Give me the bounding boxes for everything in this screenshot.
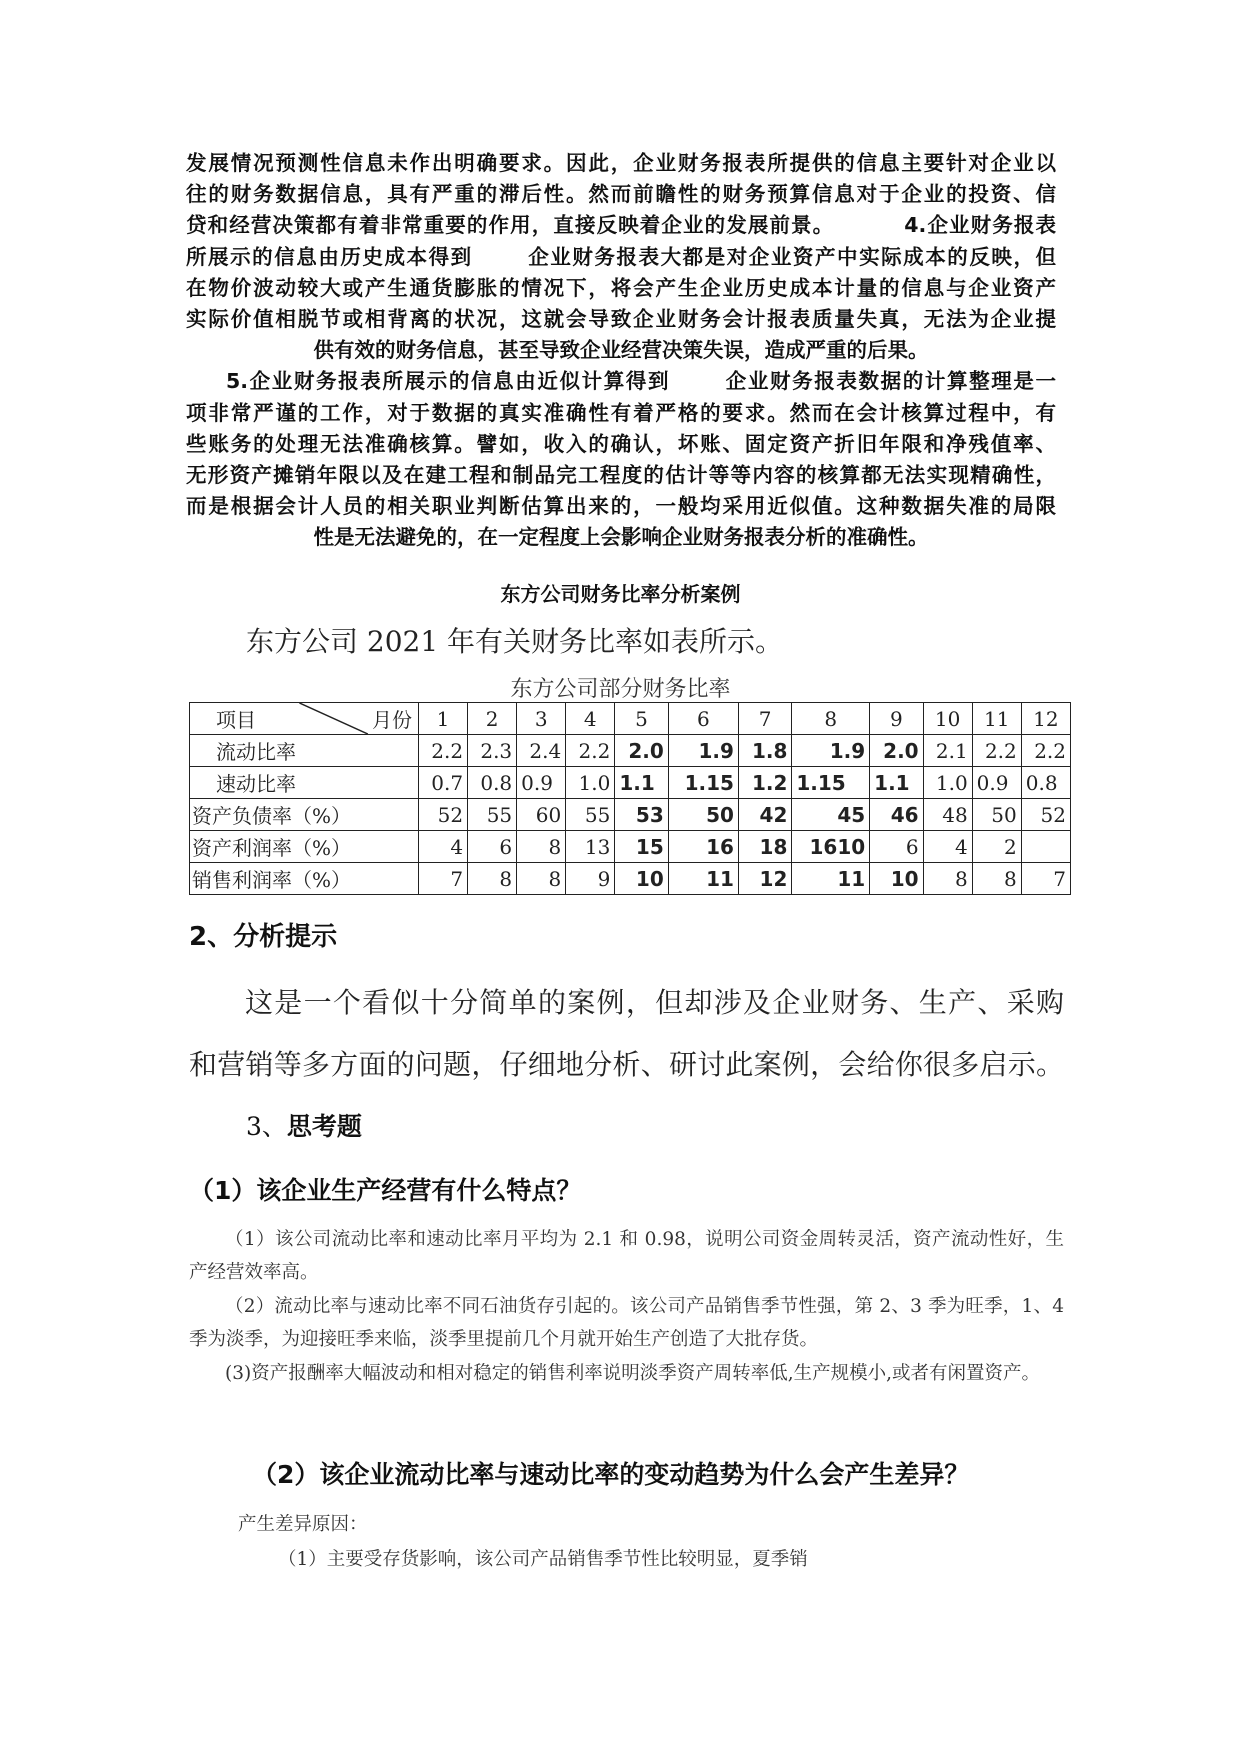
text-line: 供有效的财务信息，甚至导致企业经营决策失误，造成严重的后果。 xyxy=(313,338,929,363)
text-line: 而是根据会计人员的相关职业判断估算出来的，一般均采用近似值。这种数据失准的局限 xyxy=(186,494,1056,519)
table-row xyxy=(190,735,1071,767)
table-cell: 2 xyxy=(972,831,1021,863)
table-cell: 0.9 xyxy=(972,767,1021,799)
questions-number: 3、 xyxy=(246,1112,287,1141)
table-cell: 7 xyxy=(1021,863,1070,895)
month-header-cell: 9 xyxy=(870,703,923,735)
month-header-cell: 5 xyxy=(615,703,668,735)
table-cell: 18 xyxy=(738,831,791,863)
questions-title: 思考题 xyxy=(286,1112,362,1141)
text-line: 些账务的处理无法准确核算。譬如，收入的确认，坏账、固定资产折旧年限和净残值率、 xyxy=(186,431,1056,456)
table-cell: 45 xyxy=(792,799,870,831)
row-label: 资产利润率（%） xyxy=(190,831,419,863)
table-cell: 2.0 xyxy=(615,735,668,767)
month-header-cell: 1 xyxy=(419,703,468,735)
table-row xyxy=(190,799,1071,831)
row-label: 销售利润率（%） xyxy=(190,863,419,895)
header-month: 月份 xyxy=(372,708,412,732)
text-line: 这是一个看似十分简单的案例，但却涉及企业财务、生产、采购 xyxy=(245,986,1064,1019)
table-cell: 1.2 xyxy=(738,767,791,799)
text-line xyxy=(186,210,1056,241)
table-cell: 46 xyxy=(870,799,923,831)
answer-paragraph: （1）该公司流动比率和速动比率月平均为 2.1 和 0.98，说明公司资金周转灵活，资产流动性好，生产经营效率高。 xyxy=(189,1229,1064,1283)
table-cell: 1.8 xyxy=(738,735,791,767)
month-header-cell: 6 xyxy=(668,703,738,735)
section-heading-4-cont: 所展示的信息由历史成本得到 xyxy=(186,244,473,269)
table-cell: 1.0 xyxy=(566,767,615,799)
table-cell: 52 xyxy=(419,799,468,831)
table-cell: 2.2 xyxy=(419,735,468,767)
header-diagonal-cell xyxy=(190,703,419,735)
month-header-cell: 4 xyxy=(566,703,615,735)
table-cell: 6 xyxy=(468,831,517,863)
table-row xyxy=(190,831,1071,863)
table-cell: 1.15 xyxy=(792,767,870,799)
table-cell: 10 xyxy=(870,863,923,895)
section-heading-4: 4.企业财务报表 xyxy=(904,213,1056,238)
table-cell: 8 xyxy=(972,863,1021,895)
text-line: 往的财务数据信息，具有严重的滞后性。然而前瞻性的财务预算信息对于企业的投资、信 xyxy=(186,182,1056,207)
table-cell: 2.3 xyxy=(468,735,517,767)
question-2: （2）该企业流动比率与速动比率的变动趋势为什么会产生差异？ xyxy=(252,1460,970,1489)
table-cell: 0.7 xyxy=(419,767,468,799)
table-cell: 12 xyxy=(738,863,791,895)
table-cell: 1.1 xyxy=(870,767,923,799)
diagonal-line xyxy=(190,703,418,734)
row-label: 资产负债率（%） xyxy=(190,799,419,831)
table-cell: 52 xyxy=(1021,799,1070,831)
month-header-cell: 2 xyxy=(468,703,517,735)
analysis-heading: 2、分析提示 xyxy=(189,922,338,952)
text-line: 实际价值相脱节或相背离的状况，这就会导致企业财务会计报表质量失真，无法为企业提 xyxy=(186,307,1056,332)
text-line: 发展情况预测性信息未作出明确要求。因此，企业财务报表所提供的信息主要针对企业以 xyxy=(186,151,1056,175)
text-span: 贷和经营决策都有着非常重要的作用，直接反映着企业的发展前景。 xyxy=(186,213,835,238)
table-row xyxy=(190,767,1071,799)
text-line: 无形资产摊销年限以及在建工程和制品完工程度的估计等等内容的核算都无法实现精确性， xyxy=(186,463,1056,488)
month-header-cell: 11 xyxy=(972,703,1021,735)
table-cell: 6 xyxy=(870,831,923,863)
text-line: 性是无法避免的，在一定程度上会影响企业财务报表分析的准确性。 xyxy=(313,525,929,550)
table-caption: 东方公司部分财务比率 xyxy=(510,677,731,702)
table-cell: 0.8 xyxy=(1021,767,1070,799)
table-cell: 8 xyxy=(517,863,566,895)
text-line: 项非常严谨的工作，对于数据的真实准确性有着严格的要求。然而在会计核算过程中，有 xyxy=(186,400,1056,425)
month-header-cell: 10 xyxy=(923,703,972,735)
table-cell: 8 xyxy=(517,831,566,863)
table-cell: 1610 xyxy=(792,831,870,863)
table-cell: 2.0 xyxy=(870,735,923,767)
text-span: 企业财务报表大都是对企业资产中实际成本的反映，但 xyxy=(526,244,1056,269)
text-line xyxy=(186,242,1056,273)
questions-heading xyxy=(246,1107,362,1143)
ratio-table xyxy=(189,702,1071,895)
section-heading-5: 5.企业财务报表所展示的信息由近似计算得到 xyxy=(226,369,671,394)
table-cell: 8 xyxy=(923,863,972,895)
month-header-cell: 7 xyxy=(738,703,791,735)
table-cell: 10 xyxy=(615,863,668,895)
table-cell xyxy=(1021,831,1070,863)
intro-text: 东方公司 2021 年有关财务比率如表所示。 xyxy=(246,625,784,658)
row-label: 流动比率 xyxy=(190,735,419,767)
table-cell: 2.2 xyxy=(1021,735,1070,767)
question-1-answers xyxy=(189,1224,1064,1391)
table-cell: 7 xyxy=(419,863,468,895)
reason-heading: 产生差异原因： xyxy=(238,1514,368,1535)
table-cell: 1.0 xyxy=(923,767,972,799)
month-header-cell: 8 xyxy=(792,703,870,735)
table-cell: 50 xyxy=(668,799,738,831)
text-span: 企业财务报表数据的计算整理是一 xyxy=(724,369,1056,394)
table-cell: 2.4 xyxy=(517,735,566,767)
table-cell: 0.8 xyxy=(468,767,517,799)
header-item: 项目 xyxy=(216,708,256,732)
table-cell: 42 xyxy=(738,799,791,831)
table-cell: 55 xyxy=(566,799,615,831)
text-line xyxy=(186,366,1056,397)
month-header-cell: 12 xyxy=(1021,703,1070,735)
answer-paragraph: （2）流动比率与速动比率不同石油货存引起的。该公司产品销售季节性强，第 2、3 季为旺季，1、4 季为淡季，为迎接旺季来临，淡季里提前几个月就开始生产创造了大批存货。 xyxy=(189,1296,1064,1350)
table-cell: 4 xyxy=(923,831,972,863)
table-cell: 9 xyxy=(566,863,615,895)
table-cell: 11 xyxy=(668,863,738,895)
table-cell: 8 xyxy=(468,863,517,895)
table-cell: 55 xyxy=(468,799,517,831)
reason-item: （1）主要受存货影响，该公司产品销售季节性比较明显，夏季销 xyxy=(278,1549,808,1570)
analysis-paragraph xyxy=(189,972,1064,1096)
month-header-cell: 3 xyxy=(517,703,566,735)
table-cell: 60 xyxy=(517,799,566,831)
table-cell: 50 xyxy=(972,799,1021,831)
table-cell: 4 xyxy=(419,831,468,863)
table-cell: 15 xyxy=(615,831,668,863)
table-cell: 2.1 xyxy=(923,735,972,767)
text-line: 和营销等多方面的问题，仔细地分析、研讨此案例，会给你很多启示。 xyxy=(189,1048,1064,1081)
table-cell: 13 xyxy=(566,831,615,863)
table-cell: 2.2 xyxy=(972,735,1021,767)
table-cell: 0.9 xyxy=(517,767,566,799)
table-cell: 53 xyxy=(615,799,668,831)
table-cell: 1.9 xyxy=(792,735,870,767)
table-cell: 1.9 xyxy=(668,735,738,767)
text-line: 在物价波动较大或产生通货膨胀的情况下，将会产生企业历史成本计量的信息与企业资产 xyxy=(186,275,1056,300)
table-header-row xyxy=(190,703,1071,735)
table-cell: 16 xyxy=(668,831,738,863)
question-1: （1）该企业生产经营有什么特点？ xyxy=(189,1176,582,1205)
table-cell: 48 xyxy=(923,799,972,831)
table-row xyxy=(190,863,1071,895)
answer-paragraph: (3)资产报酬率大幅波动和相对稳定的销售利率说明淡季资产周转率低,生产规模小,或者有闲置资产。 xyxy=(225,1363,1040,1384)
table-cell: 1.1 xyxy=(615,767,668,799)
table-cell: 11 xyxy=(792,863,870,895)
table-cell: 1.15 xyxy=(668,767,738,799)
case-title: 东方公司财务比率分析案例 xyxy=(500,582,741,606)
bold-text-block xyxy=(186,148,1056,554)
table-cell: 2.2 xyxy=(566,735,615,767)
row-label: 速动比率 xyxy=(190,767,419,799)
